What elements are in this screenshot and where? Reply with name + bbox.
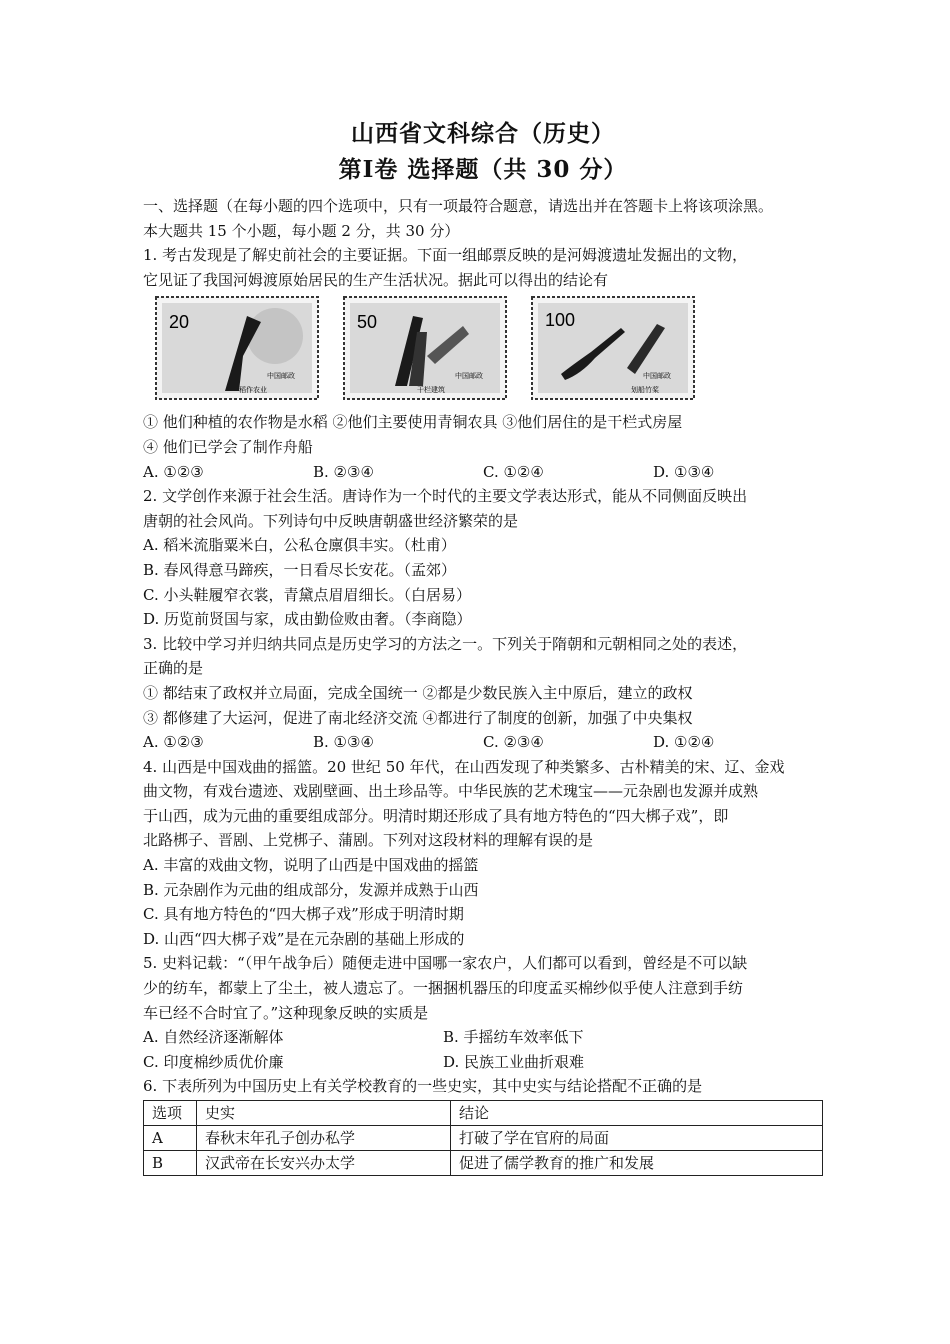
page-title: 山西省文科综合（历史）: [351, 120, 615, 147]
q2-option-d: D. 历览前贤国与家，成由勤俭败由奢。（李商隐）: [143, 610, 472, 629]
stamp-2-caption: 干栏建筑: [417, 386, 445, 395]
section-intro-line-1: 一、选择题（在每小题的四个选项中，只有一项最符合题意，请选出并在答题卡上将该项涂黑。: [143, 197, 774, 215]
q4-option-d: D. 山西“四大梆子戏”是在元杂剧的基础上形成的: [143, 929, 465, 948]
stamp-paddle: [531, 296, 695, 400]
q4-option-a: A. 丰富的戏曲文物，说明了山西是中国戏曲的摇篮: [143, 856, 479, 875]
q1-options: [143, 460, 823, 485]
table-cell-option: A: [144, 1126, 197, 1151]
table-header-conclusion: 结论: [451, 1101, 823, 1126]
q5-option-d: D. 民族工业曲折艰难: [443, 1052, 585, 1071]
q4-stem-line-4: 北路梆子、晋剧、上党梆子、蒲剧。下列对这段材料的理解有误的是: [143, 831, 594, 850]
q3-stem-line-1: 3. 比较中学习并归纳共同点是历史学习的方法之一。下列关于隋朝和元朝相同之处的表述，: [143, 634, 748, 653]
q1-stem-line-1: 1. 考古发现是了解史前社会的主要证据。下面一组邮票反映的是河姆渡遗址发掘出的文物，: [143, 246, 748, 265]
q3-option-c: C. ②③④: [483, 733, 544, 752]
q4-option-c: C. 具有地方特色的“四大梆子戏”形成于明清时期: [143, 905, 464, 924]
stamp-1-value: 20: [169, 312, 190, 333]
q1-option-b: B. ②③④: [313, 462, 374, 481]
table-header-fact: 史实: [197, 1101, 451, 1126]
stamp-3-caption: 划船竹桨: [631, 386, 659, 395]
q3-stem-line-2: 正确的是: [143, 659, 204, 678]
table-cell-conclusion: 打破了学在官府的局面: [451, 1126, 823, 1151]
q3-option-a: A. ①②③: [143, 733, 204, 752]
q3-statement-line-1: ① 都结束了政权并立局面，完成全国统一 ②都是少数民族入主中原后，建立的政权: [143, 683, 693, 702]
q4-stem-line-1: 4. 山西是中国戏曲的摇篮。20 世纪 50 年代，在山西发现了种类繁多、古朴精美的宋、辽、金戏: [143, 757, 785, 776]
q5-option-a: A. 自然经济逐渐解体: [143, 1028, 284, 1047]
q3-option-b: B. ①③④: [313, 733, 374, 752]
table-row: [144, 1151, 823, 1176]
q6-table: [143, 1100, 823, 1176]
section-title: 第Ⅰ卷 选择题（共 30 分）: [338, 156, 628, 183]
stamp-3-country: 中国邮政: [643, 372, 671, 381]
stamp-3-value: 100: [545, 310, 576, 331]
table-row: [144, 1126, 823, 1151]
q4-option-b: B. 元杂剧作为元曲的组成部分，发源并成熟于山西: [143, 880, 479, 899]
table-header-option: 选项: [144, 1101, 197, 1126]
section-intro-line-2: 本大题共 15 个小题，每小题 2 分，共 30 分）: [143, 221, 460, 240]
q4-stem-line-2: 曲文物，有戏台遗迹、戏剧壁画、出土珍品等。中华民族的艺术瑰宝——元杂剧也发源并成熟: [143, 782, 759, 801]
q2-stem-line-2: 唐朝的社会风尚。下列诗句中反映唐朝盛世经济繁荣的是: [143, 511, 519, 530]
q1-option-c: C. ①②④: [483, 462, 544, 481]
q5-stem-line-2: 少的纺车，都蒙上了尘土，被人遗忘了。一捆捆机器压的印度孟买棉纱似乎使人注意到手纺: [143, 979, 744, 998]
table-cell-fact: 汉武帝在长安兴办太学: [197, 1151, 451, 1176]
q5-options-row-2: [143, 1050, 823, 1075]
q5-stem-line-3: 车已经不合时宜了。”这种现象反映的实质是: [143, 1003, 429, 1022]
table-cell-fact: 春秋末年孔子创办私学: [197, 1126, 451, 1151]
q3-option-d: D. ①②④: [653, 733, 715, 752]
q1-stem-line-2: 它见证了我国河姆渡原始居民的生产生活状况。据此可以得出的结论有: [143, 270, 609, 289]
exam-page: [143, 118, 823, 1176]
q1-option-d: D. ①③④: [653, 462, 715, 481]
stamp-rice-farming: [155, 296, 319, 400]
q5-stem-line-1: 5. 史料记载：“（甲午战争后）随便走进中国哪一家农户，人们都可以看到，曾经是不可以缺: [143, 954, 748, 973]
q4-stem-line-3: 于山西，成为元曲的重要组成部分。明清时期还形成了具有地方特色的“四大梆子戏”，即: [143, 806, 729, 825]
q5-option-c: C. 印度棉纱质优价廉: [143, 1052, 284, 1071]
q2-stem-line-1: 2. 文学创作来源于社会生活。唐诗作为一个时代的主要文学表达形式，能从不同侧面反映出: [143, 487, 748, 506]
q2-option-b: B. 春风得意马蹄疾，一日看尽长安花。（孟郊）: [143, 560, 457, 579]
table-cell-option: B: [144, 1151, 197, 1176]
stamp-images: [155, 296, 823, 404]
q5-option-b: B. 手摇纺车效率低下: [443, 1028, 584, 1047]
q3-options: [143, 730, 823, 755]
stamp-1-country: 中国邮政: [267, 372, 295, 381]
q3-statement-line-2: ③ 都修建了大运河，促进了南北经济交流 ④都进行了制度的创新，加强了中央集权: [143, 708, 693, 727]
table-header-row: [144, 1101, 823, 1126]
q1-statement-line-2: ④ 他们已学会了制作舟船: [143, 437, 313, 456]
stamp-2-country: 中国邮政: [455, 372, 483, 381]
q5-options-row-1: [143, 1025, 823, 1050]
table-cell-conclusion: 促进了儒学教育的推广和发展: [451, 1151, 823, 1176]
stamp-stilt-house: [343, 296, 507, 400]
stamp-2-value: 50: [357, 312, 378, 333]
stamp-1-caption: 稻作农业: [239, 386, 267, 395]
q2-option-a: A. 稻米流脂粟米白，公私仓廪俱丰实。（杜甫）: [143, 536, 456, 555]
q6-stem: 6. 下表所列为中国历史上有关学校教育的一些史实，其中史实与结论搭配不正确的是: [143, 1077, 703, 1096]
q1-option-a: A. ①②③: [143, 462, 204, 481]
q2-option-c: C. 小头鞋履窄衣裳，青黛点眉眉细长。（白居易）: [143, 585, 471, 604]
q1-statement-line-1: ① 他们种植的农作物是水稻 ②他们主要使用青铜农具 ③他们居住的是干栏式房屋: [143, 413, 683, 432]
